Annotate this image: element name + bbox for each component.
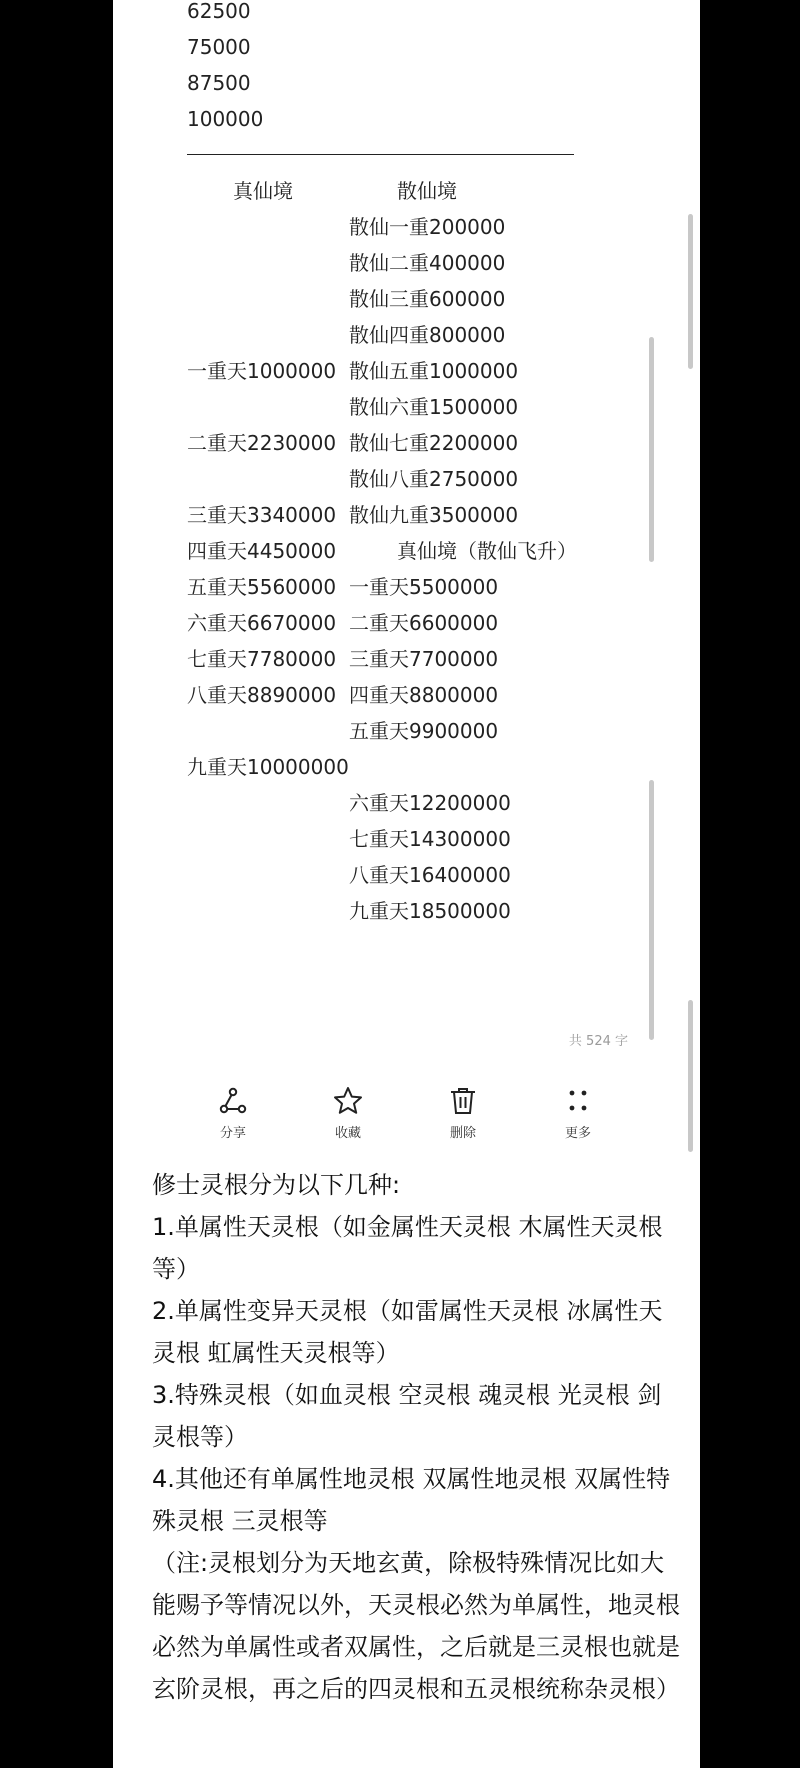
realm-right-cell: 二重天6600000 bbox=[349, 611, 499, 635]
divider bbox=[187, 154, 574, 155]
realm-left-cell: 五重天5560000 bbox=[187, 575, 337, 599]
realm-right-cell: 三重天7700000 bbox=[349, 647, 499, 671]
more-button[interactable] bbox=[538, 1080, 618, 1150]
paragraph: （注:灵根划分为天地玄黄，除极特殊情况比如大能赐予等情况以外，天灵根必然为单属性，地灵根必然为单属性或者双属性，之后就是三灵根也就是玄阶灵根，再之后的四灵根和五灵根统称杂灵根） bbox=[152, 1549, 680, 1703]
realm-right-cell: 六重天12200000 bbox=[349, 791, 511, 815]
realm-right-cell: 散仙六重1500000 bbox=[349, 395, 519, 419]
delete-button[interactable] bbox=[423, 1080, 503, 1150]
realm-right-cell: 散仙五重1000000 bbox=[349, 359, 519, 383]
realm-right-cell: 九重天18500000 bbox=[349, 899, 511, 923]
more-dots-icon bbox=[561, 1084, 595, 1118]
realm-right-cell: 七重天14300000 bbox=[349, 827, 511, 851]
trash-icon bbox=[446, 1084, 480, 1118]
delete-label: 删除 bbox=[449, 1126, 476, 1141]
share-button[interactable] bbox=[193, 1080, 273, 1150]
paragraph: 修士灵根分为以下几种: bbox=[152, 1171, 401, 1199]
column-header-left: 真仙境 bbox=[233, 179, 293, 203]
scrollbar-thumb[interactable] bbox=[649, 337, 654, 562]
paragraph: 1.单属性天灵根（如金属性天灵根 木属性天灵根等） bbox=[152, 1213, 663, 1283]
more-label: 更多 bbox=[564, 1126, 591, 1141]
number-line: 75000 bbox=[187, 35, 251, 59]
realm-left-cell: 六重天6670000 bbox=[187, 611, 337, 635]
realm-right-cell: 散仙七重2200000 bbox=[349, 431, 519, 455]
realm-right-cell: 一重天5500000 bbox=[349, 575, 499, 599]
realm-right-cell: 散仙一重200000 bbox=[349, 215, 506, 239]
column-header-right: 散仙境 bbox=[397, 179, 457, 203]
favorite-label: 收藏 bbox=[334, 1126, 361, 1141]
paragraph: 2.单属性变异天灵根（如雷属性天灵根 冰属性天灵根 虹属性天灵根等） bbox=[152, 1297, 663, 1367]
scrollbar-thumb[interactable] bbox=[649, 780, 654, 1040]
realm-right-cell: 散仙二重400000 bbox=[349, 251, 506, 275]
realm-left-cell: 二重天2230000 bbox=[187, 431, 337, 455]
realm-right-cell: 散仙八重2750000 bbox=[349, 467, 519, 491]
realm-left-cell: 一重天1000000 bbox=[187, 359, 337, 383]
paragraph: 3.特殊灵根（如血灵根 空灵根 魂灵根 光灵根 剑灵根等） bbox=[152, 1381, 662, 1451]
realm-right-cell: 八重天16400000 bbox=[349, 863, 511, 887]
number-line: 100000 bbox=[187, 107, 264, 131]
scrollbar-thumb[interactable] bbox=[688, 1000, 693, 1152]
share-icon bbox=[216, 1084, 250, 1118]
note-page bbox=[113, 0, 700, 1768]
realm-right-cell: 散仙九重3500000 bbox=[349, 503, 519, 527]
realm-right-cell: 真仙境（散仙飞升） bbox=[397, 539, 577, 563]
realm-right-cell: 五重天9900000 bbox=[349, 719, 499, 743]
realm-left-cell: 八重天8890000 bbox=[187, 683, 337, 707]
note-toolbar bbox=[113, 1080, 700, 1150]
star-icon bbox=[331, 1084, 365, 1118]
realm-right-cell: 四重天8800000 bbox=[349, 683, 499, 707]
realm-right-cell: 散仙四重800000 bbox=[349, 323, 506, 347]
share-label: 分享 bbox=[219, 1126, 246, 1141]
realm-left-cell: 七重天7780000 bbox=[187, 647, 337, 671]
number-line: 87500 bbox=[187, 71, 251, 95]
word-count: 共 524 字 bbox=[568, 1034, 628, 1049]
scrollbar-thumb[interactable] bbox=[688, 214, 693, 369]
realm-right-cell: 散仙三重600000 bbox=[349, 287, 506, 311]
body-text bbox=[152, 1164, 682, 1710]
number-line: 62500 bbox=[187, 0, 251, 23]
realm-left-cell: 三重天3340000 bbox=[187, 503, 337, 527]
paragraph: 4.其他还有单属性地灵根 双属性地灵根 双属性特殊灵根 三灵根等 bbox=[152, 1465, 671, 1535]
favorite-button[interactable] bbox=[308, 1080, 388, 1150]
note-content bbox=[113, 0, 700, 1160]
realm-left-cell: 四重天4450000 bbox=[187, 539, 337, 563]
realm-left-cell: 九重天10000000 bbox=[187, 755, 349, 779]
